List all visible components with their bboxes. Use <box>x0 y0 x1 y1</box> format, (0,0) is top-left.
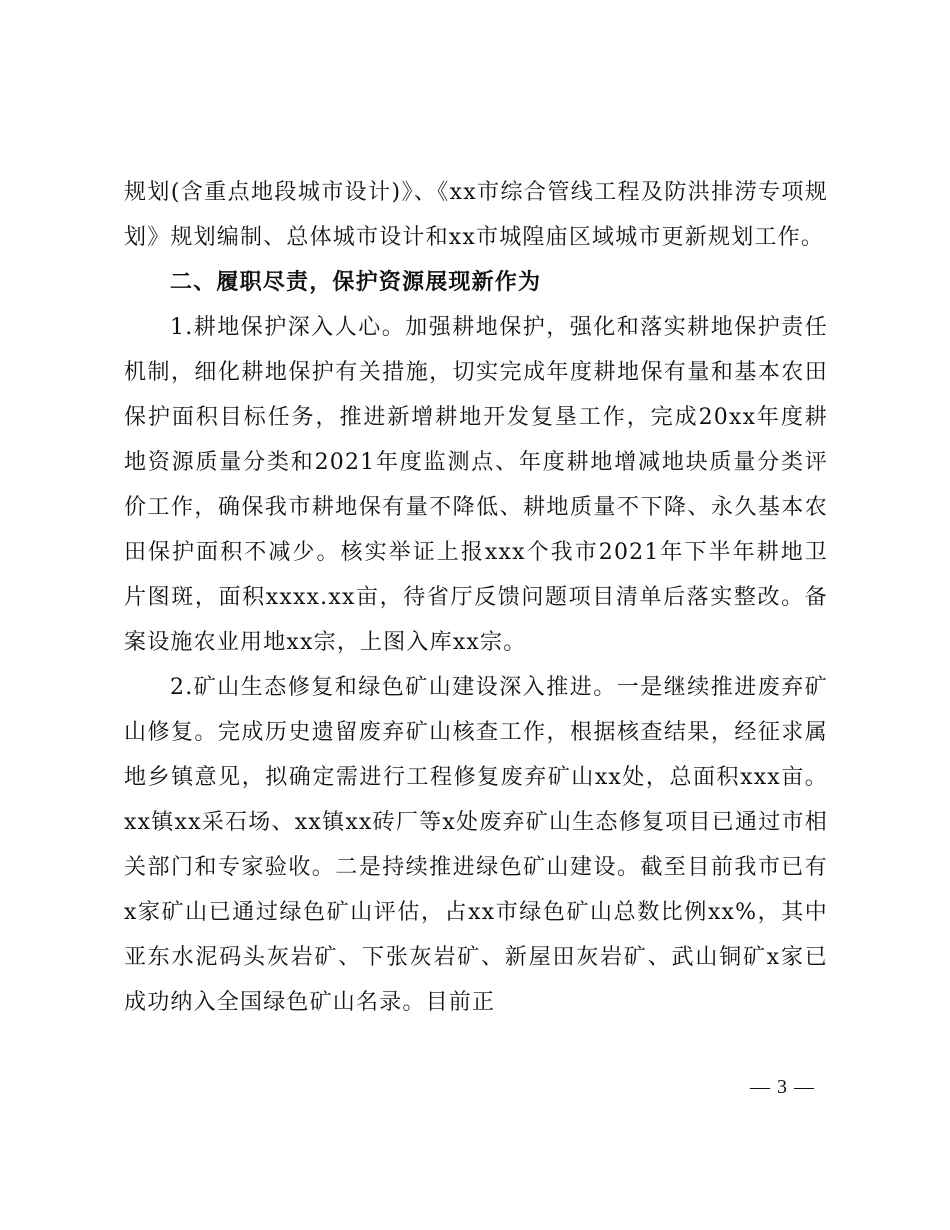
continuation-paragraph: 规划(含重点地段城市设计)》、《xx市综合管线工程及防洪排涝专项规划》规划编制、总体城市设计和xx市城隍庙区域城市更新规划工作。 <box>124 180 828 250</box>
section-heading: 二、履职尽责，保护资源展现新作为 <box>170 270 542 295</box>
document-body <box>124 170 828 1025</box>
paragraph-farmland-protection: 1.耕地保护深入人心。加强耕地保护，强化和落实耕地保护责任机制，细化耕地保护有关措施，切实完成年度耕地保有量和基本农田保护面积目标任务，推进新增耕地开发复垦工作，完成20xx年度耕地资源质量分类和2021年度监测点、年度耕地增减地块质量分类评价工作，确保我市耕地保有量不降低、耕地质量不下降、永久基本农田保护面积不减少。核实举证上报xxx个我市2021年下半年耕地卫片图斑，面积xxxx.xx亩，待省厅反馈问题项目清单后落实整改。备案设施农业用地xx宗，上图入库xx宗。 <box>124 315 828 655</box>
page-number: — 3 — <box>750 1076 815 1098</box>
paragraph-mine-restoration: 2.矿山生态修复和绿色矿山建设深入推进。一是继续推进废弃矿山修复。完成历史遗留废弃矿山核查工作，根据核查结果，经征求属地乡镇意见，拟确定需进行工程修复废弃矿山xx处，总面积xxx亩。xx镇xx采石场、xx镇xx砖厂等x处废弃矿山生态修复项目已通过市相关部门和专家验收。二是持续推进绿色矿山建设。截至目前我市已有x家矿山已通过绿色矿山评估，占xx市绿色矿山总数比例xx%，其中亚东水泥码头灰岩矿、下张灰岩矿、新屋田灰岩矿、武山铜矿x家已成功纳入全国绿色矿山名录。目前正 <box>124 675 828 1015</box>
